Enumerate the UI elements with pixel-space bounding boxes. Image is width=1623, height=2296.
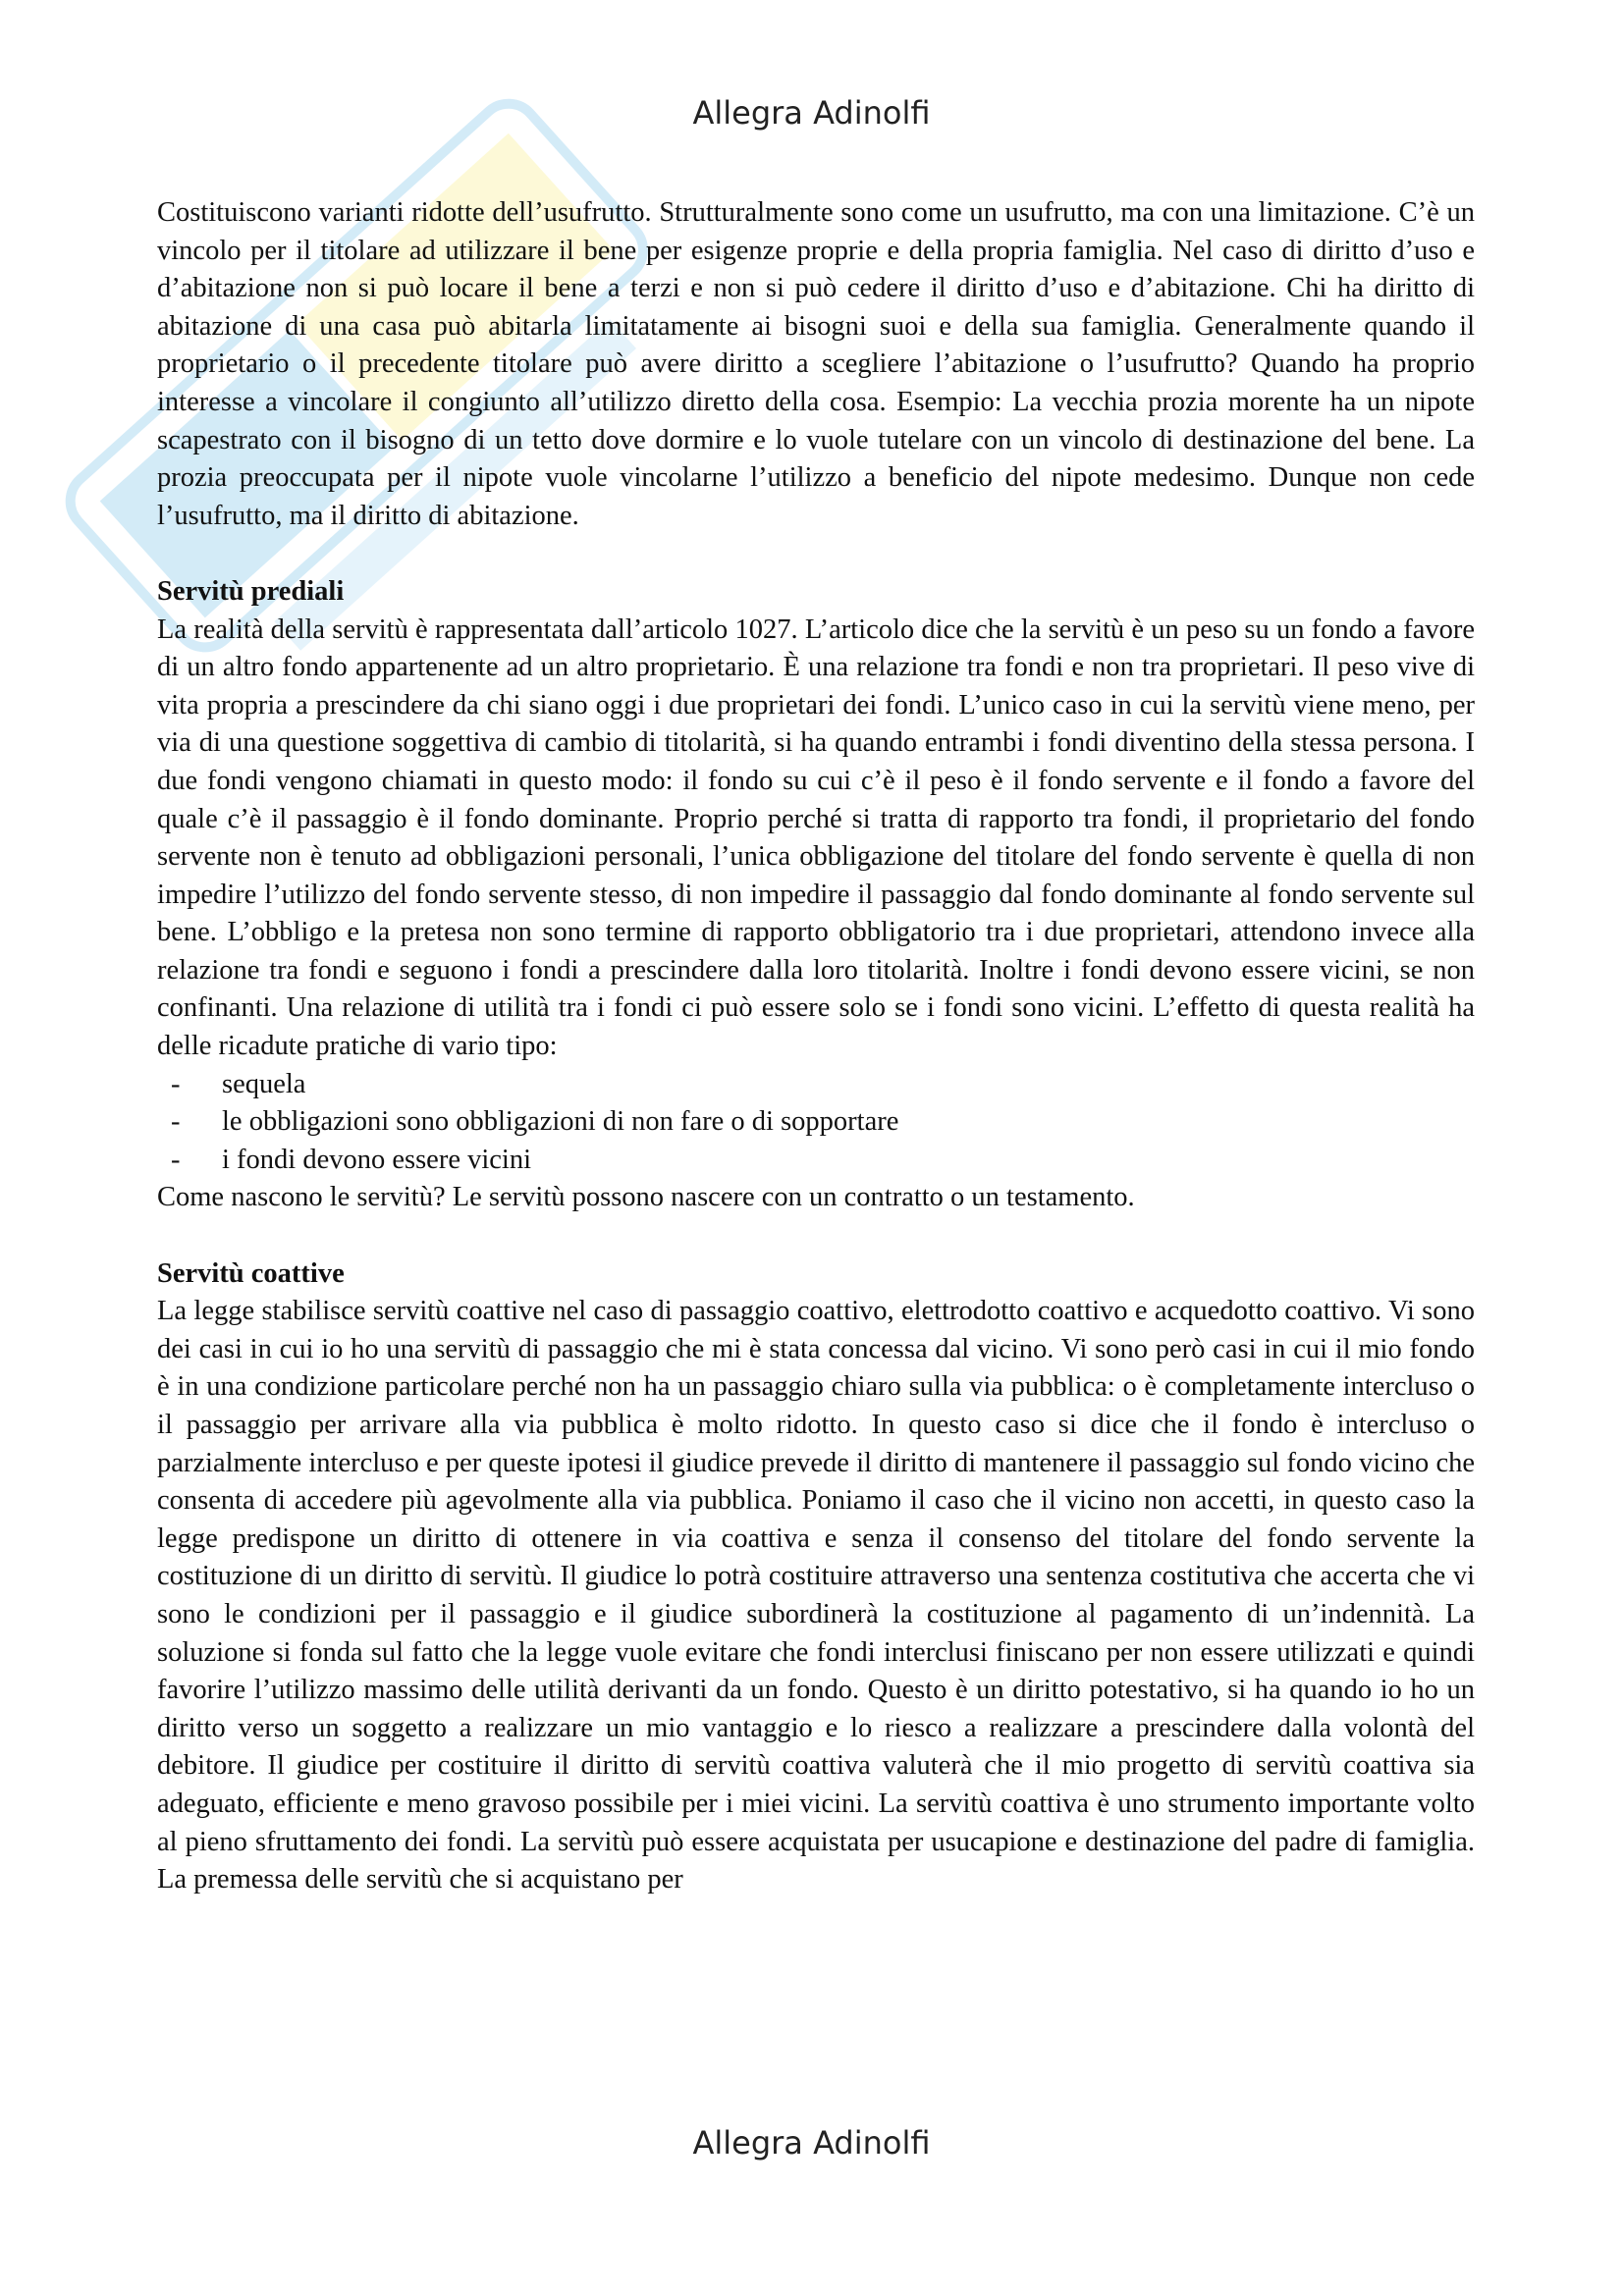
section-spacer <box>157 1217 1475 1255</box>
page-footer-author: Allegra Adinolfi <box>692 2124 931 2162</box>
dash-bullet-icon: - <box>171 1144 181 1175</box>
prediali-paragraph: La realità della servitù è rappresentata dall’articolo 1027. L’articolo dice che la servitù è un peso su un fondo a favore di un altro fondo appartenente ad un altro proprietario. È una relazione tra fondi e non tra proprietari. Il peso vive di vita propria a prescindere da chi siano oggi i due proprietari dei fondi. L’unico caso in cui la servitù viene meno, per via di una questione soggettiva di cambio di titolarità, si ha quando entrambi i fondi diventino della stessa persona. I due fondi vengono chiamati in questo modo: il fondo su cui c’è il peso è il fondo servente e il fondo a favore del quale c’è il passaggio è il fondo dominante. Proprio perché si tratta di rapporto tra fondi, il proprietario del fondo servente non è tenuto ad obbligazioni personali, l’unica obbligazione del titolare del fondo servente è quella di non impedire l’utilizzo del fondo servente stesso, di non impedire il passaggio dal fondo dominante al fondo servente sul bene. L’obbligo e la pretesa non sono termine di rapporto obbligatorio tra i due proprietari, attendono invece alla relazione tra fondi e seguono i fondi a prescindere dalla loro titolarità. Inoltre i fondi devono essere vicini, se non confinanti. Una relazione di utilità tra i fondi ci può essere solo se i fondi sono vicini. L’effetto di questa realità ha delle ricadute pratiche di vario tipo: <box>157 614 1475 1062</box>
list-item-text: sequela <box>222 1068 306 1099</box>
list-item <box>157 1066 1475 1104</box>
coattive-paragraph: La legge stabilisce servitù coattive nel caso di passaggio coattivo, elettrodotto coattivo e acquedotto coattivo. Vi sono dei casi in cui io ho una servitù di passaggio che mi è stata concessa dal vicino. Vi sono però casi in cui il mio fondo è in una condizione particolare perché non ha un passaggio chiaro sulla via pubblica: o è completamente intercluso o il passaggio per arrivare alla via pubblica è molto ridotto. In questo caso si dice che il fondo è intercluso o parzialmente intercluso e per queste ipotesi il giudice prevede il diritto di mantenere il passaggio sul fondo vicino che consenta di accedere più agevolmente alla via pubblica. Poniamo il caso che il vicino non accetti, in questo caso la legge predispone un diritto di ottenere in via coattiva e senza il consenso del titolare del fondo servente la costituzione di un diritto di servitù. Il giudice lo potrà costituire attraverso una sentenza costitutiva che accerta che vi sono le condizioni per il passaggio e il giudice subordinerà la costituzione al pagamento di un’indennità. La soluzione si fonda sul fatto che la legge vuole evitare che fondi interclusi finiscano per non essere utilizzati e quindi favorire l’utilizzo massimo delle utilità derivanti da un fondo. Questo è un diritto potestativo, si ha quando io ho un diritto verso un soggetto a realizzare un mio vantaggio e lo riesco a realizzare a prescindere dalla volontà del debitore. Il giudice per costituire il diritto di servitù coattiva valuterà che il mio progetto di servitù coattiva sia adeguato, efficiente e meno gravoso possibile per i miei vicini. La servitù coattiva è uno strumento importante volto al pieno sfruttamento dei fondi. La servitù può essere acquistata per usucapione e destinazione del padre di famiglia. La premessa delle servitù che si acquistano per <box>157 1296 1475 1896</box>
section-spacer <box>157 535 1475 573</box>
list-item-text: i fondi devono essere vicini <box>222 1144 532 1175</box>
dash-bullet-icon: - <box>171 1068 181 1099</box>
dash-bullet-icon: - <box>171 1106 181 1138</box>
prediali-closing: Come nascono le servitù? Le servitù possono nascere con un contratto o un testamento. <box>157 1182 1135 1213</box>
intro-paragraph: Costituiscono varianti ridotte dell’usufrutto. Strutturalmente sono come un usufrutto, ma con una limitazione. C’è un vincolo per il titolare ad utilizzare il bene per esigenze proprie e della propria famiglia. Nel caso di diritto d’uso e d’abitazione non si può locare il bene a terzi e non si può cedere il diritto d’uso e d’abitazione. Chi ha diritto di abitazione di una casa può abitarla limitatamente ai bisogni suoi e della sua famiglia. Generalmente quando il proprietario o il precedente titolare può avere diritto a scegliere l’abitazione o l’usufrutto? Quando ha proprio interesse a vincolare il congiunto all’utilizzo diretto della cosa. Esempio: La vecchia prozia morente ha un nipote scapestrato con il bisogno di un tetto dove dormire e lo vuole tutelare con un vincolo di destinazione del bene. La prozia preoccupata per il nipote vuole vincolarne l’utilizzo a beneficio del nipote medesimo. Dunque non cede l’usufrutto, ma il diritto di abitazione. <box>157 197 1475 531</box>
page-header-author: Allegra Adinolfi <box>692 94 931 132</box>
prediali-list <box>157 1066 1475 1180</box>
list-item <box>157 1103 1475 1142</box>
section-title-servitu-coattive: Servitù coattive <box>157 1257 345 1289</box>
list-item-text: le obbligazioni sono obbligazioni di non fare o di sopportare <box>222 1106 899 1138</box>
list-item <box>157 1142 1475 1180</box>
section-title-servitu-prediali: Servitù prediali <box>157 575 345 607</box>
document-body <box>157 194 1475 1899</box>
